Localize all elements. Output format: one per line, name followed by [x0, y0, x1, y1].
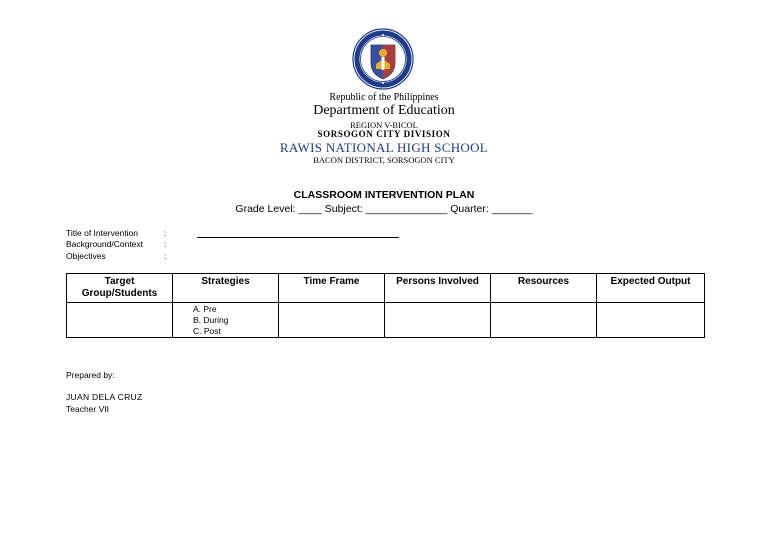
deped-seal-icon: [352, 28, 414, 90]
header-target-group: Target Group/Students: [67, 274, 173, 303]
header-strategies: Strategies: [173, 274, 279, 303]
region-line: REGION V-BICOL: [350, 120, 418, 130]
strategy-item: B. During: [193, 315, 229, 325]
cell-time-frame: [279, 303, 385, 338]
header-expected-output: Expected Output: [597, 274, 705, 303]
cell-resources: [491, 303, 597, 338]
preparer-name: JUAN DELA CRUZ: [66, 392, 143, 402]
header-resources: Resources: [491, 274, 597, 303]
title-underline: [197, 237, 399, 238]
field-colon: :: [164, 251, 167, 261]
table-row: [67, 303, 705, 338]
field-label-background: Background/Context: [66, 239, 144, 249]
field-label-title: Title of Intervention: [66, 228, 138, 238]
field-colon: :: [164, 239, 167, 249]
table-header-row: [67, 274, 705, 303]
header-persons-involved: Persons Involved: [385, 274, 491, 303]
cell-persons-involved: [385, 303, 491, 338]
school-name: RAWIS NATIONAL HIGH SCHOOL: [279, 140, 489, 155]
prepared-by-label: Prepared by:: [66, 370, 115, 380]
strategies-list: [173, 303, 278, 337]
intervention-plan-table: [66, 273, 705, 338]
republic-line: Republic of the Philippines: [329, 92, 439, 103]
preparer-position: Teacher VII: [66, 404, 109, 414]
district-line: BACON DISTRICT, SORSOGON CITY: [313, 155, 455, 165]
header-time-frame: Time Frame: [279, 274, 385, 303]
division-line: SORSOGON CITY DIVISION: [317, 129, 451, 139]
strategy-item: C. Post: [193, 326, 221, 336]
cell-expected-output: [597, 303, 705, 338]
cell-target-group: [67, 303, 173, 338]
department-name: Department of Education: [313, 103, 455, 118]
field-label-objectives: Objectives: [66, 251, 106, 261]
strategy-item: A. Pre: [193, 304, 217, 314]
grade-subject-quarter-line: Grade Level: ____ Subject: ______________ Quarter: _______: [235, 203, 533, 215]
cell-strategies: [173, 303, 279, 338]
field-colon: :: [164, 228, 167, 238]
plan-title: CLASSROOM INTERVENTION PLAN: [293, 189, 475, 201]
